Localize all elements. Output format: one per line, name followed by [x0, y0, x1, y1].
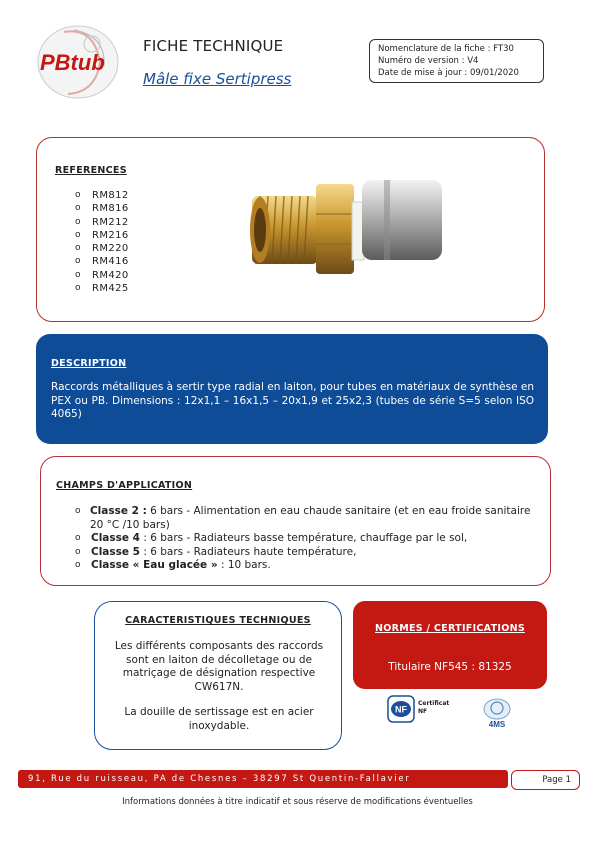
list-item: [75, 255, 129, 268]
page-subtitle: Mâle fixe Sertipress: [143, 70, 292, 88]
class-label: Classe 5: [91, 545, 140, 558]
reference-code: RM812: [92, 190, 129, 201]
bullet: o: [75, 190, 81, 200]
bullet: o: [75, 269, 81, 280]
list-item: [75, 505, 535, 532]
reference-code: RM416: [92, 256, 129, 268]
reference-code: RM420: [92, 269, 129, 281]
reference-code: RM220: [92, 243, 129, 255]
list-item: [75, 189, 129, 202]
pbtub-logo: [34, 22, 122, 102]
class-label: Classe 4: [91, 532, 140, 544]
bullet: o: [75, 533, 81, 543]
bullet: o: [75, 203, 81, 214]
description-title: DESCRIPTION: [51, 358, 127, 369]
nf-logo-text: NF: [395, 704, 407, 715]
nf-label-line: Certificat: [418, 700, 450, 707]
nf-label-line: NF: [418, 708, 428, 715]
bullet: o: [75, 560, 81, 570]
meta-date: Date de mise à jour : 09/01/2020: [378, 68, 519, 78]
bullet: o: [75, 256, 81, 267]
technical-paragraph-1: Les différents composants des raccords sont en laiton de décolletage ou de matriçage de désignation respective CW617N.: [114, 640, 324, 693]
class-label: Classe « Eau glacée »: [91, 559, 218, 571]
description-text: Raccords métalliques à sertir type radial en laiton, pour tubes en matériaux de synthèse en PEX ou PB. Dimensions : 12x1,1 – 16x1,5 – 20x1,9 et 25x2,3 (tubes de série S=5 selon ISO 4065): [51, 381, 534, 420]
footer-disclaimer: Informations données à titre indicatif et sous réserve de modifications éventuelles: [122, 797, 473, 807]
list-item: [75, 559, 535, 573]
list-item: [75, 282, 129, 295]
ams-logo-text: 4MS: [488, 720, 506, 729]
logo-text: PBtub: [40, 50, 105, 75]
list-item: [75, 202, 129, 215]
bullet: o: [75, 283, 81, 294]
meta-version: Numéro de version : V4: [378, 56, 479, 66]
list-item: [75, 269, 129, 282]
nf-certification-logo: [387, 695, 415, 723]
list-item: [75, 546, 535, 560]
application-section: [40, 456, 551, 586]
certifications-title: NORMES / CERTIFICATIONS: [375, 623, 525, 634]
class-text: : 10 bars.: [217, 559, 271, 571]
description-section: [36, 334, 548, 444]
list-item: [75, 242, 129, 255]
bullet: o: [75, 243, 81, 254]
class-text: : 6 bars - Radiateurs haute température,: [139, 545, 357, 558]
bullet: o: [75, 229, 81, 240]
4ms-logo: [481, 696, 513, 730]
reference-code: RM216: [92, 229, 129, 241]
class-label: Classe 2 :: [89, 505, 147, 517]
references-section: [36, 137, 545, 322]
product-image: [244, 166, 444, 281]
nf-certification-label: [418, 700, 449, 716]
meta-nomenclature: Nomenclature de la fiche : FT30: [378, 44, 514, 54]
page-number: Page 1: [511, 770, 580, 790]
reference-code: RM425: [92, 283, 129, 295]
reference-code: RM212: [92, 216, 129, 228]
certification-holder: Titulaire NF545 : 81325: [388, 661, 512, 673]
list-item: [75, 216, 129, 229]
list-item: [75, 532, 535, 546]
reference-code: RM816: [92, 203, 129, 215]
technical-characteristics-section: [94, 601, 342, 750]
references-list: [75, 189, 129, 295]
references-title: REFERENCES: [55, 165, 127, 176]
technical-paragraph-2: La douille de sertissage est en acier inoxydable.: [124, 706, 314, 732]
application-title: CHAMPS D'APPLICATION: [56, 480, 193, 491]
bullet: o: [75, 506, 81, 516]
class-text: : 6 bars - Radiateurs basse température, chauffage par le sol,: [139, 532, 468, 544]
document-meta: [369, 39, 544, 83]
technical-characteristics-title: CARACTERISTIQUES TECHNIQUES: [125, 615, 311, 626]
list-item: [75, 229, 129, 242]
footer-address: 91, Rue du ruisseau, PA de Chesnes – 38297 St Quentin-Fallavier: [18, 770, 508, 788]
page-title: FICHE TECHNIQUE: [143, 37, 284, 55]
application-list: [75, 505, 535, 573]
bullet: o: [75, 216, 81, 227]
certifications-section: [353, 601, 547, 689]
class-text: 6 bars - Alimentation en eau chaude sanitaire (et en eau froide sanitaire 20 °C /10 bars): [89, 505, 531, 531]
bullet: o: [75, 546, 81, 557]
